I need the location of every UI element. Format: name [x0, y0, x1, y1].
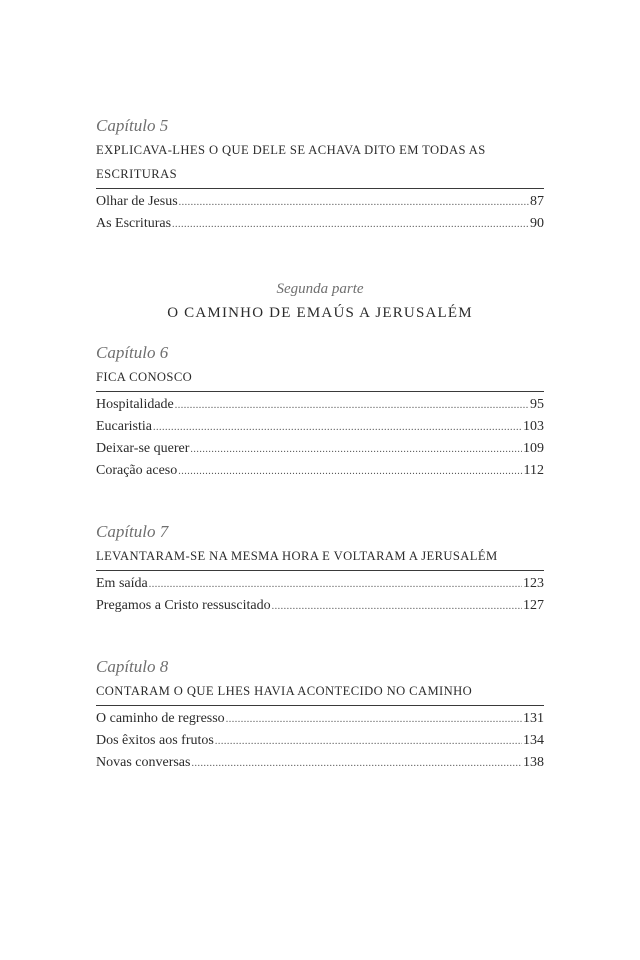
chapter-6-section [96, 343, 544, 482]
entry-title: Olhar de Jesus [96, 194, 178, 209]
part-title: O CAMINHO DE EMAÚS A JERUSALÉM [167, 305, 473, 321]
toc-entry[interactable] [96, 460, 544, 482]
entry-page-number: 95 [530, 397, 544, 412]
entry-page-number: 131 [523, 711, 544, 726]
toc-entry[interactable] [96, 416, 544, 438]
entry-page-number: 127 [523, 598, 544, 613]
dot-leader [172, 214, 529, 236]
entry-page-number: 123 [523, 576, 544, 591]
chapter-title: CONTARAM O QUE LHES HAVIA ACONTECIDO NO CAMINHO [96, 684, 473, 698]
chapter-label: Capítulo 7 [96, 522, 169, 541]
dot-leader [215, 731, 522, 753]
chapter-divider [96, 705, 544, 706]
chapter-divider [96, 188, 544, 189]
entry-title: O caminho de regresso [96, 711, 225, 726]
entry-page-number: 87 [530, 194, 544, 209]
toc-entry[interactable] [96, 573, 544, 595]
dot-leader [190, 439, 522, 461]
chapter-title-line-2: ESCRITURAS [96, 167, 177, 181]
dot-leader [153, 417, 522, 439]
part-label: Segunda parte [276, 281, 364, 297]
chapter-label: Capítulo 8 [96, 657, 169, 676]
entry-title: Dos êxitos aos frutos [96, 733, 214, 748]
toc-entry[interactable] [96, 752, 544, 774]
entry-title: Coração aceso [96, 463, 178, 478]
entry-page-number: 138 [523, 755, 544, 770]
chapter-label: Capítulo 5 [96, 116, 169, 135]
dot-leader [175, 395, 529, 417]
dot-leader [178, 461, 522, 483]
entry-page-number: 103 [523, 419, 544, 434]
part-2-heading [96, 279, 544, 325]
entry-title: Eucaristia [96, 419, 152, 434]
chapter-divider [96, 570, 544, 571]
toc-entry[interactable] [96, 213, 544, 235]
entry-title: As Escrituras [96, 216, 172, 231]
dot-leader [226, 709, 522, 731]
chapter-title: LEVANTARAM-SE NA MESMA HORA E VOLTARAM A JERUSALÉM [96, 549, 498, 563]
toc-entry[interactable] [96, 438, 544, 460]
toc-entry[interactable] [96, 730, 544, 752]
chapter-5-section [96, 116, 544, 235]
chapter-label: Capítulo 6 [96, 343, 169, 362]
dot-leader [179, 192, 529, 214]
dot-leader [191, 753, 522, 775]
entry-page-number: 109 [523, 441, 544, 456]
entry-title: Em saída [96, 576, 148, 591]
toc-entry[interactable] [96, 708, 544, 730]
entry-title: Novas conversas [96, 755, 191, 770]
entry-title: Hospitalidade [96, 397, 174, 412]
chapter-8-section [96, 657, 544, 774]
entry-title: Deixar-se querer [96, 441, 190, 456]
toc-entry[interactable] [96, 191, 544, 213]
chapter-divider [96, 391, 544, 392]
toc-entry[interactable] [96, 394, 544, 416]
entry-page-number: 134 [523, 733, 544, 748]
entry-page-number: 112 [523, 463, 544, 478]
table-of-contents-page [96, 0, 544, 960]
chapter-title: FICA CONOSCO [96, 370, 193, 384]
dot-leader [149, 574, 522, 596]
entry-page-number: 90 [530, 216, 544, 231]
chapter-7-section [96, 522, 544, 617]
toc-entry[interactable] [96, 595, 544, 617]
dot-leader [272, 596, 522, 618]
chapter-title-line-1: EXPLICAVA-LHES O QUE DELE SE ACHAVA DITO EM TODAS AS [96, 143, 486, 157]
entry-title: Pregamos a Cristo ressuscitado [96, 598, 271, 613]
